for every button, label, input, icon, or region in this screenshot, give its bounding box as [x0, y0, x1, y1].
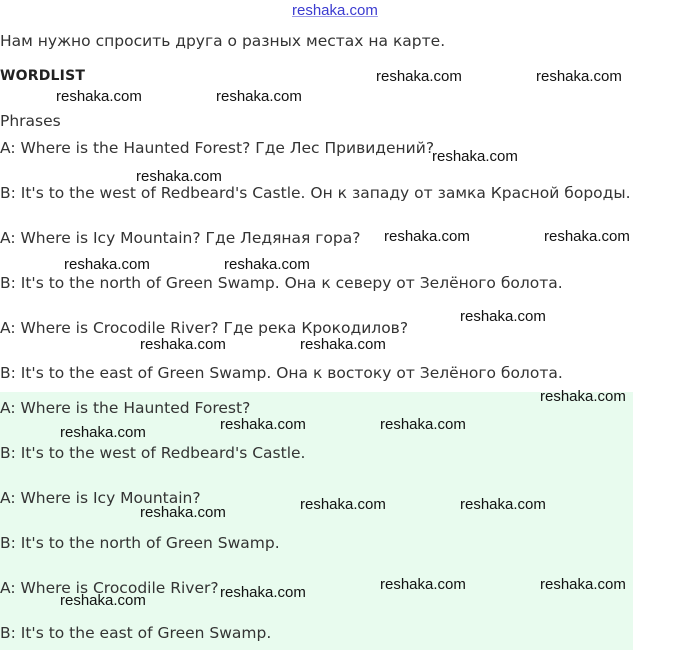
dialog-en-answer-2: B: It's to the north of Green Swamp. — [0, 534, 280, 552]
dialog-en-answer-1: B: It's to the west of Redbeard's Castle. — [0, 444, 306, 462]
dialog-ru-question-3: A: Where is Crocodile River? Где река Крокодилов? — [0, 319, 409, 337]
dialog-en-question-3: A: Where is Crocodile River? — [0, 579, 219, 597]
watermark: reshaka.com — [536, 68, 622, 85]
dialog-en-answer-3: B: It's to the east of Green Swamp. — [0, 624, 272, 642]
watermark: reshaka.com — [384, 228, 470, 245]
watermark: reshaka.com — [380, 576, 466, 593]
dialog-ru-question-1: A: Where is the Haunted Forest? Где Лес Привидений? — [0, 139, 435, 157]
watermark: reshaka.com — [544, 228, 630, 245]
watermark: reshaka.com — [140, 336, 226, 353]
phrases-label: Phrases — [0, 112, 61, 130]
watermark: reshaka.com — [300, 496, 386, 513]
watermark: reshaka.com — [380, 416, 466, 433]
dialog-ru-answer-3: B: It's to the east of Green Swamp. Она к востоку от Зелёного болота. — [0, 364, 563, 382]
watermark: reshaka.com — [540, 388, 626, 405]
watermark: reshaka.com — [540, 576, 626, 593]
dialog-ru-question-2: A: Where is Icy Mountain? Где Ледяная гора? — [0, 229, 361, 247]
watermark: reshaka.com — [460, 496, 546, 513]
watermark: reshaka.com — [140, 504, 226, 521]
watermark: reshaka.com — [300, 336, 386, 353]
top-site-link[interactable]: reshaka.com — [292, 2, 378, 19]
watermark: reshaka.com — [460, 308, 546, 325]
watermark: reshaka.com — [136, 168, 222, 185]
watermark: reshaka.com — [216, 88, 302, 105]
watermark: reshaka.com — [56, 88, 142, 105]
watermark: reshaka.com — [60, 592, 146, 609]
dialog-en-question-2: A: Where is Icy Mountain? — [0, 489, 201, 507]
watermark: reshaka.com — [220, 416, 306, 433]
dialog-ru-answer-2: B: It's to the north of Green Swamp. Она к северу от Зелёного болота. — [0, 274, 563, 292]
dialog-en-question-1: A: Where is the Haunted Forest? — [0, 399, 251, 417]
watermark: reshaka.com — [64, 256, 150, 273]
watermark: reshaka.com — [60, 424, 146, 441]
intro-text: Нам нужно спросить друга о разных местах на карте. — [0, 32, 446, 50]
watermark: reshaka.com — [224, 256, 310, 273]
watermark: reshaka.com — [432, 148, 518, 165]
watermark: reshaka.com — [376, 68, 462, 85]
wordlist-heading: WORDLIST — [0, 68, 86, 84]
watermark: reshaka.com — [220, 584, 306, 601]
dialog-ru-answer-1: B: It's to the west of Redbeard's Castle. Он к западу от замка Красной бороды. — [0, 184, 631, 202]
